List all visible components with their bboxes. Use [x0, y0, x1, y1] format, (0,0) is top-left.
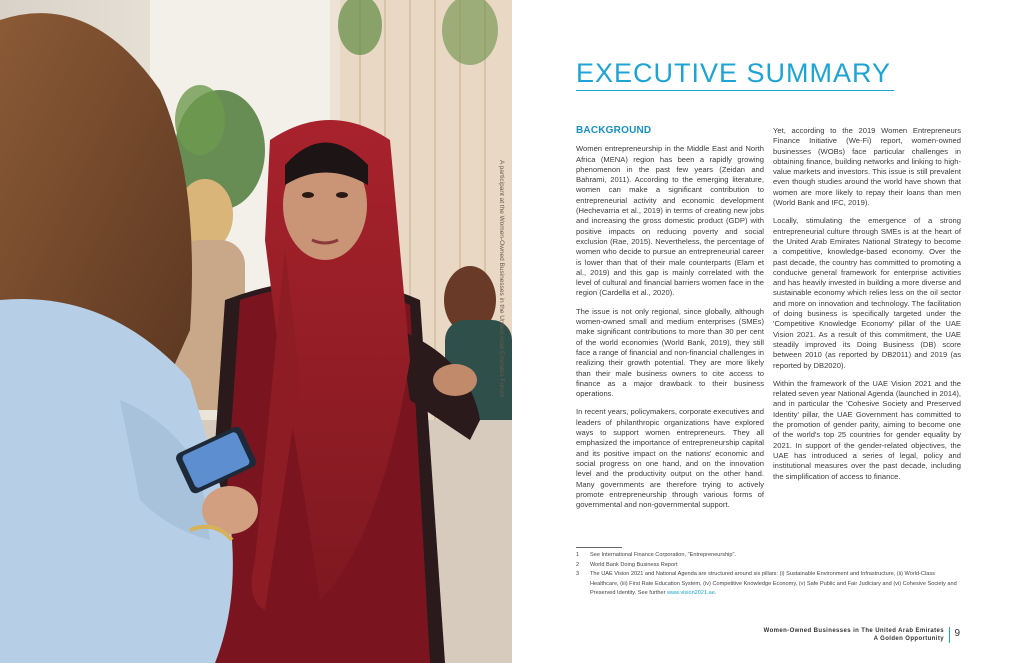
paragraph: The issue is not only regional, since globally, although women-owned small and medium enterprises (SMEs) make significant contributions to more than 30 per cent of the world economies (World Bank, 2019), they still face a range of financial and non-financial challenges in realizing their growth potential. They are more likely than their male business owners to cite access to finance as a major drawback to their business operations.	[576, 306, 764, 399]
footnote-divider	[576, 547, 622, 548]
footnote-number: 1	[576, 552, 580, 558]
paragraph: Yet, according to the 2019 Women Entrepreneurs Finance Initiative (We-Fi) report, women-owned businesses (WOBs) face particular challenges in obtaining finance, building networks and linking to high-value markets and investors. This issue is still prevalent even though studies around the world have shown that women are more likely to repay their loans than men (World Bank and IFC, 2019).	[773, 126, 961, 208]
paragraph: Locally, stimulating the emergence of a strong entrepreneurial culture through SMEs is at the heart of the United Arab Emirates National Strategy to become a competitive, knowledge-based economy. Over the past decade, the country has committed to promoting a conducive general framework for enterprise activities and has heavily invested in building a more diverse and sustainable economy which relies less on the oil sector and more on innovation and technology. The facilitation of doing business is specifically targeted under the 'Competitive Knowledge Economy' pillar of the UAE Vision 2021. As a result of this commitment, the UAE steadily improved its Doing Business (DB) score between 2010 (as reported by DB2011) and 2019 (as reported by DB2020).	[773, 216, 961, 370]
text-column-right	[773, 126, 961, 490]
footnote-number: 2	[576, 561, 580, 568]
footnote	[576, 561, 961, 571]
footer-line-1: Women-Owned Businesses in The United Arab Emirates	[763, 628, 944, 634]
text-column-left	[576, 126, 764, 518]
document-page	[512, 0, 1024, 663]
footnote	[576, 570, 961, 599]
footnote-text: The UAE Vision 2021 and National Agenda are structured around six pillars: (i) Sustainable Environment and Infrastructure, (ii) World-Class Healthcare, (iii) First Rate Education System, (iv) Competitive Knowledge Economy, (v) Safe Public and Fair Judiciary and (vi) Cohesive Society and Preserved Identity. See further	[590, 571, 957, 597]
photo-caption	[495, 160, 505, 640]
footnote	[576, 551, 961, 561]
footer-line-2: A Golden Opportunity	[873, 636, 944, 642]
paragraph: Women entrepreneurship in the Middle East and North Africa (MENA) region has been a rapidly growing phenomenon in the past few years (Zeidan and Bahrami, 2011). According to the emerging literature, women can make a significant contribution to entrepreneurial activity and economic development (Hechevarria et al., 2019) in terms of creating new jobs and increasing the gross domestic product (GDP) with positive impacts on reducing poverty and social exclusion (Rae, 2015). Nevertheless, the percentage of women who decide to pursue an entrepreneurial career is lower than that of their male counterparts (Elam et al., 2019) and this gap is mainly correlated with the level of cultural and financial barriers women face in the region (Cardella et al., 2020).	[576, 144, 764, 298]
footnotes	[576, 551, 961, 599]
footnote-text-wrap: The UAE Vision 2021 and National Agenda are structured around six pillars: (i) Sustainable Environment and Infrastructure, (ii) World-Class Healthcare, (iii) First Rate Education System, (iv) Competitive Knowledge Economy, (v) Safe Public and Fair Judiciary and (vi) Cohesive Society and Preserved Identity. See further www.vision2021.ae.	[590, 571, 957, 597]
footnote-number: 3	[576, 571, 580, 578]
footnote-text: World Bank Doing Business Report	[590, 561, 678, 568]
title-underline	[576, 90, 894, 91]
footnote-text: See International Finance Corporation, "Entrepreneurship".	[590, 552, 737, 558]
page-title: EXECUTIVE SUMMARY	[576, 58, 892, 88]
vision-2021-link[interactable]: www.vision2021.ae	[667, 590, 715, 597]
section-heading: BACKGROUND	[576, 125, 652, 136]
paragraph: In recent years, policymakers, corporate executives and leaders of philanthropic organizations have explored ways to support women entrepreneurs. They all emphasized the importance of entrepreneurship capital and its positive impact on the nations' economic and social progress on one hand, and on the innovation level and the productivity output on the other hand. Many governments are therefore trying to actively promote entrepreneurship through various forms of governmental and non-governmental support.	[576, 407, 764, 510]
paragraph: Within the framework of the UAE Vision 2021 and the related seven year National Agenda (launched in 2014), and in particular the 'Cohesive Society and Preserved Identity' pillar, the UAE Government has committed to the promotion of gender parity, aiming to become one of the world's top 25 countries for gender equality by 2021. In support of the gender-related objectives, the UAE has introduced a series of legal, policy and institutional measures over the past decade, including the simplification of access to finance.	[773, 378, 961, 481]
page-number: 9	[954, 628, 960, 639]
photo-caption-text: A participant at the Women-Owned Businesses in the United Arab Emirates Forum	[498, 160, 505, 398]
running-footer	[764, 627, 944, 643]
footer-divider	[949, 627, 950, 643]
